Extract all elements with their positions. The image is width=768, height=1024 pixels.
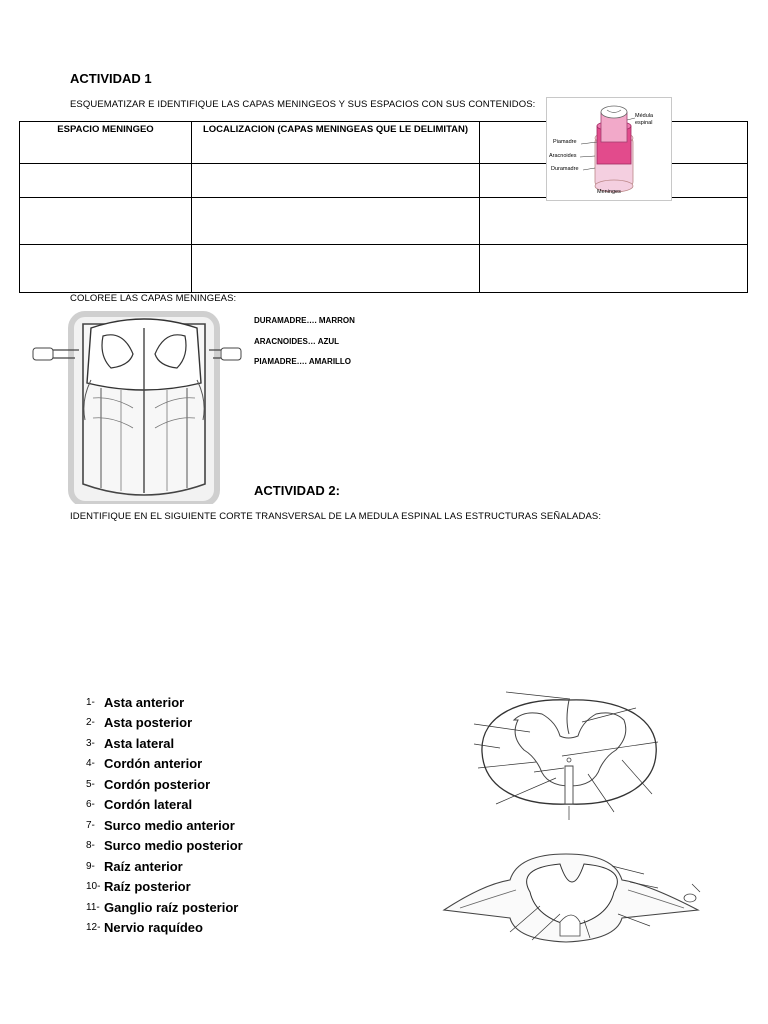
table-cell[interactable] <box>192 164 480 198</box>
figure-label-aracnoides: Aracnoides <box>549 153 577 159</box>
activity2-title: ACTIVIDAD 2: <box>254 483 340 498</box>
figure-label-duramadre: Duramadre <box>551 166 579 172</box>
figure-label-espinal: espinal <box>635 120 653 126</box>
activity1-instruction: ESQUEMATIZAR E IDENTIFIQUE LAS CAPAS MENINGEOS Y SUS ESPACIOS CON SUS CONTENIDOS: <box>70 99 536 110</box>
spinal-cord-illustration <box>31 308 243 504</box>
table-cell[interactable] <box>192 198 480 245</box>
table-cell[interactable] <box>20 198 192 245</box>
list-item-label: Surco medio posterior <box>104 838 243 854</box>
spinal-cord-drawing <box>31 308 243 504</box>
list-item-number: 8- <box>86 840 95 852</box>
list-item-label: Cordón lateral <box>104 797 193 813</box>
list-item-number: 10- <box>86 881 101 893</box>
list-item <box>86 918 243 939</box>
table-header-espacio: ESPACIO MENINGEO <box>20 122 192 164</box>
cross-section-illustration <box>466 686 672 822</box>
list-item <box>86 774 243 795</box>
figure-label-medula: Médula <box>635 113 654 119</box>
list-item-number: 4- <box>86 758 95 770</box>
list-item-number: 7- <box>86 819 95 831</box>
table-cell[interactable] <box>192 245 480 293</box>
list-item-label: Raíz anterior <box>104 858 183 874</box>
nerve-roots-figure <box>440 852 704 944</box>
list-item-number: 11- <box>86 901 100 913</box>
list-item-label: Raíz posterior <box>104 879 191 895</box>
list-item <box>86 754 243 775</box>
table-cell[interactable] <box>20 245 192 293</box>
list-item-number: 3- <box>86 737 95 749</box>
list-item <box>86 897 243 918</box>
table-header-localizacion: LOCALIZACION (CAPAS MENINGEAS QUE LE DELIMITAN) <box>192 122 480 164</box>
meninges-figure <box>546 97 672 201</box>
legend-piamadre: PIAMADRE…. AMARILLO <box>254 357 352 366</box>
list-item-number: 9- <box>86 860 95 872</box>
list-item-label: Asta lateral <box>104 735 175 751</box>
list-item-label: Asta anterior <box>104 694 185 710</box>
list-item <box>86 836 243 857</box>
list-item <box>86 713 243 734</box>
table-cell[interactable] <box>480 245 748 293</box>
list-item <box>86 692 243 713</box>
table-row <box>20 245 748 293</box>
list-item <box>86 856 243 877</box>
figure-label-piamadre: Piamadre <box>553 139 577 145</box>
list-item-label: Cordón posterior <box>104 776 211 792</box>
table-cell[interactable] <box>20 164 192 198</box>
list-item-number: 12- <box>86 922 101 934</box>
list-item <box>86 795 243 816</box>
list-item-number: 6- <box>86 799 95 811</box>
table-cell[interactable] <box>480 198 748 245</box>
list-item-number: 5- <box>86 778 95 790</box>
list-item <box>86 815 243 836</box>
structures-list <box>86 692 243 938</box>
list-item-label: Cordón anterior <box>104 756 203 772</box>
legend-duramadre: DURAMADRE…. MARRON <box>254 316 355 325</box>
figure-label-meninges: Meninges <box>597 189 621 195</box>
list-item-label: Nervio raquídeo <box>104 920 203 936</box>
coloring-instruction: COLOREE LAS CAPAS MENINGEAS: <box>70 293 237 304</box>
nerve-roots-illustration <box>440 852 704 944</box>
legend-aracnoides: ARACNOIDES… AZUL <box>254 337 340 346</box>
list-item-number: 2- <box>86 717 95 729</box>
list-item-label: Ganglio raíz posterior <box>104 899 239 915</box>
color-legend <box>254 316 355 366</box>
activity2-instruction: IDENTIFIQUE EN EL SIGUIENTE CORTE TRANSVERSAL DE LA MEDULA ESPINAL LAS ESTRUCTURAS SEÑALADAS: <box>70 511 602 522</box>
list-item <box>86 733 243 754</box>
list-item-number: 1- <box>86 696 95 708</box>
cross-section-figure <box>466 686 672 822</box>
list-item-label: Surco medio anterior <box>104 817 235 833</box>
activity1-title: ACTIVIDAD 1 <box>70 71 152 86</box>
list-item <box>86 877 243 898</box>
table-row <box>20 198 748 245</box>
list-item-label: Asta posterior <box>104 715 193 731</box>
